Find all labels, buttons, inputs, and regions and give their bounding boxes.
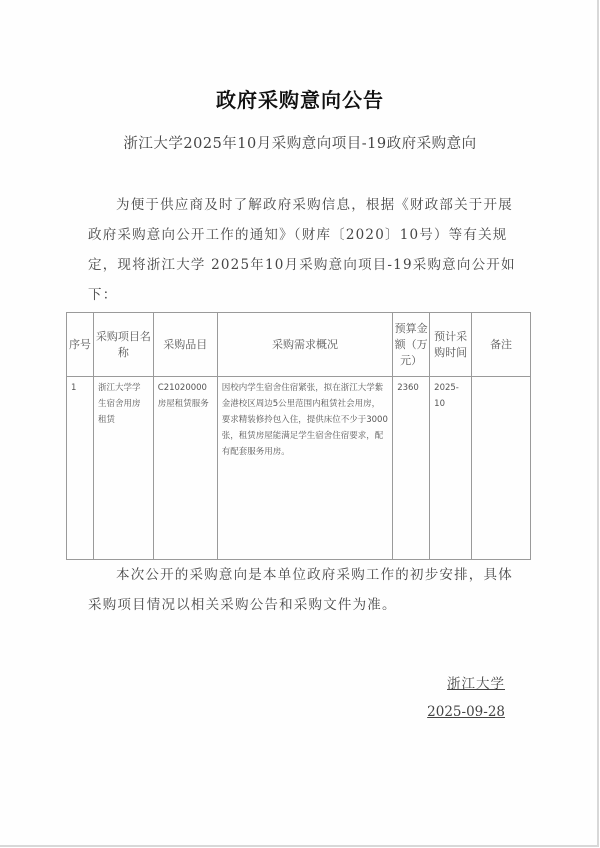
closing-text: 本次公开的采购意向是本单位政府采购工作的初步安排，具体采购项目情况以相关采购公告和采购文件为准。 [88, 567, 513, 613]
cell-seq: 1 [67, 377, 94, 560]
page-title: 政府采购意向公告 [216, 88, 384, 112]
header-expected-time: 预计采购时间 [430, 313, 472, 377]
page-subtitle: 浙江大学2025年10月采购意向项目-19政府采购意向 [123, 136, 477, 152]
cell-expected-time: 2025-10 [430, 377, 472, 560]
header-budget: 预算金额（万元） [393, 313, 430, 377]
header-seq: 序号 [67, 313, 94, 377]
procurement-table [66, 312, 531, 560]
cell-budget: 2360 [393, 377, 430, 560]
header-requirements: 采购需求概况 [217, 313, 392, 377]
cell-project-name: 浙江大学学生宿舍用房租赁 [93, 377, 153, 560]
table-header-row [67, 313, 531, 377]
cell-category: C21020000 房屋租赁服务 [153, 377, 217, 560]
closing-paragraph [88, 560, 518, 620]
table-row [67, 377, 531, 560]
signature-organization: 浙江大学 [447, 676, 505, 692]
intro-text: 为便于供应商及时了解政府采购信息，根据《财政部关于开展政府采购意向公开工作的通知》（财库〔2020〕10号）等有关规定，现将浙江大学 2025年10月采购意向项目-19采购意向公开如下： [88, 197, 516, 303]
header-remarks: 备注 [472, 313, 531, 377]
header-project-name: 采购项目名称 [93, 313, 153, 377]
intro-paragraph [88, 190, 518, 310]
cell-requirements: 因校内学生宿舍住宿紧张，拟在浙江大学紫金港校区周边5公里范围内租赁社会用房，要求精装修拎包入住，提供床位不少于3000张，租赁房屋能满足学生宿舍住宿要求，配有配套服务用房。 [217, 377, 392, 560]
cell-remarks [472, 377, 531, 560]
signature-date: 2025-09-28 [427, 704, 505, 720]
header-category: 采购品目 [153, 313, 217, 377]
